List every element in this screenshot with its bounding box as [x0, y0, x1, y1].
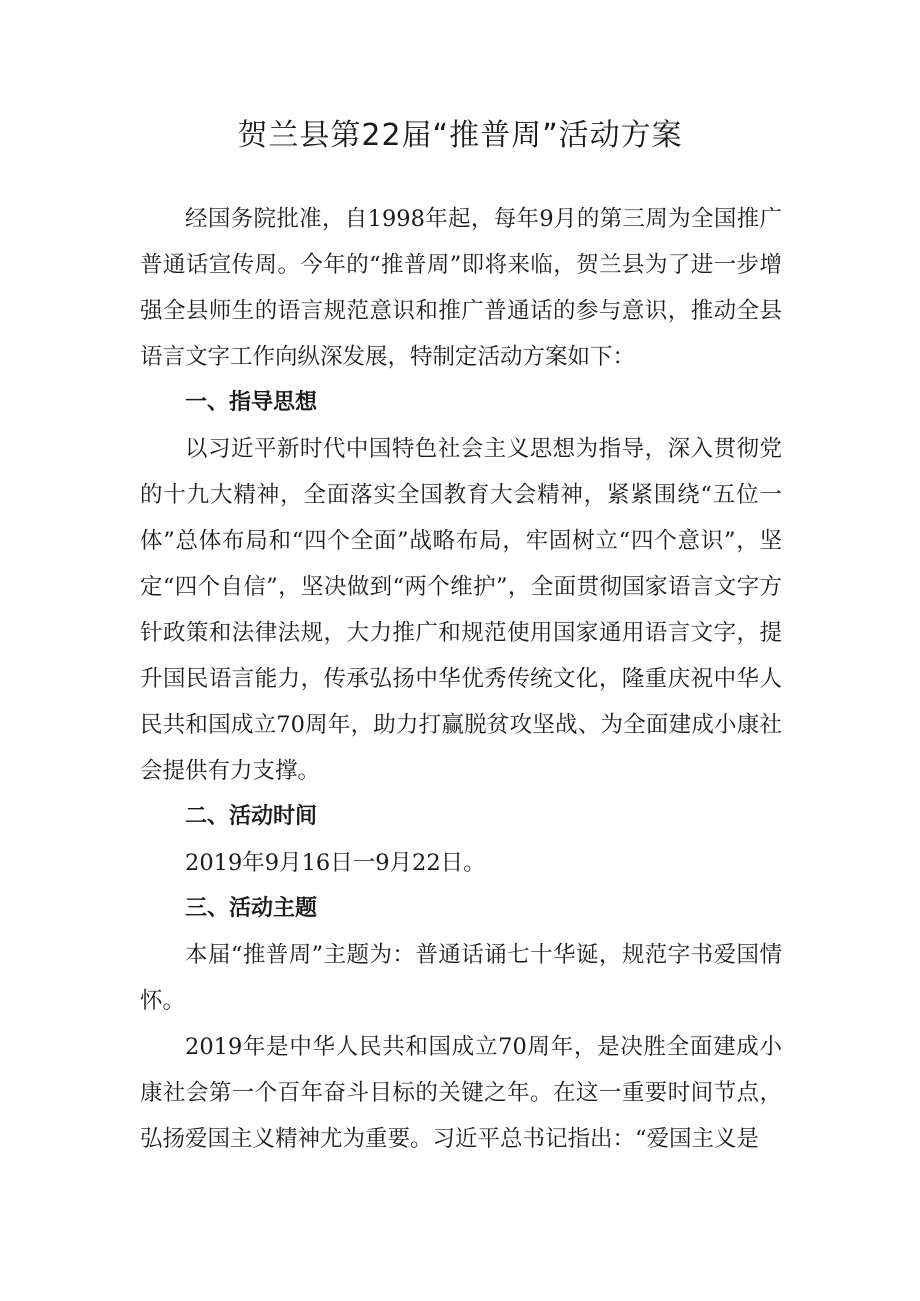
- anniversary-paragraph: 2019年是中华人民共和国成立70周年，是决胜全面建成小康社会第一个百年奋斗目标的关键之年。在这一重要时间节点，弘扬爱国主义精神尤为重要。习近平总书记指出：“爱国主义是: [140, 1034, 782, 1152]
- document-title: 贺兰县第22届“推普周”活动方案: [237, 118, 683, 153]
- section-heading-guiding-ideology: 一、指导思想: [185, 390, 318, 415]
- intro-paragraph: 经国务院批准，自1998年起，每年9月的第三周为全国推广普通话宣传周。今年的“推普周”即将来临，贺兰县为了进一步增强全县师生的语言规范意识和推广普通话的参与意识，推动全县语言文字工作向纵深发展，特制定活动方案如下：: [140, 206, 782, 370]
- guiding-ideology-paragraph: 以习近平新时代中国特色社会主义思想为指导，深入贯彻党的十九大精神，全面落实全国教育大会精神，紧紧围绕“五位一体”总体布局和“四个全面”战略布局，牢固树立“四个意识”，坚定“四个自信”，坚决做到“两个维护”，全面贯彻国家语言文字方针政策和法律法规，大力推广和规范使用国家通用语言文字，提升国民语言能力，传承弘扬中华优秀传统文化，隆重庆祝中华人民共和国成立70周年，助力打赢脱贫攻坚战、为全面建成小康社会提供有力支撑。: [140, 436, 782, 784]
- document-body: [140, 196, 782, 1162]
- section-heading-activity-time: 二、活动时间: [185, 804, 318, 829]
- activity-time-paragraph: 2019年9月16日一9月22日。: [185, 850, 486, 876]
- activity-theme-paragraph: 本届“推普周”主题为：普通话诵七十华诞，规范字书爱国情怀。: [140, 942, 782, 1014]
- section-heading-activity-theme: 三、活动主题: [185, 896, 318, 921]
